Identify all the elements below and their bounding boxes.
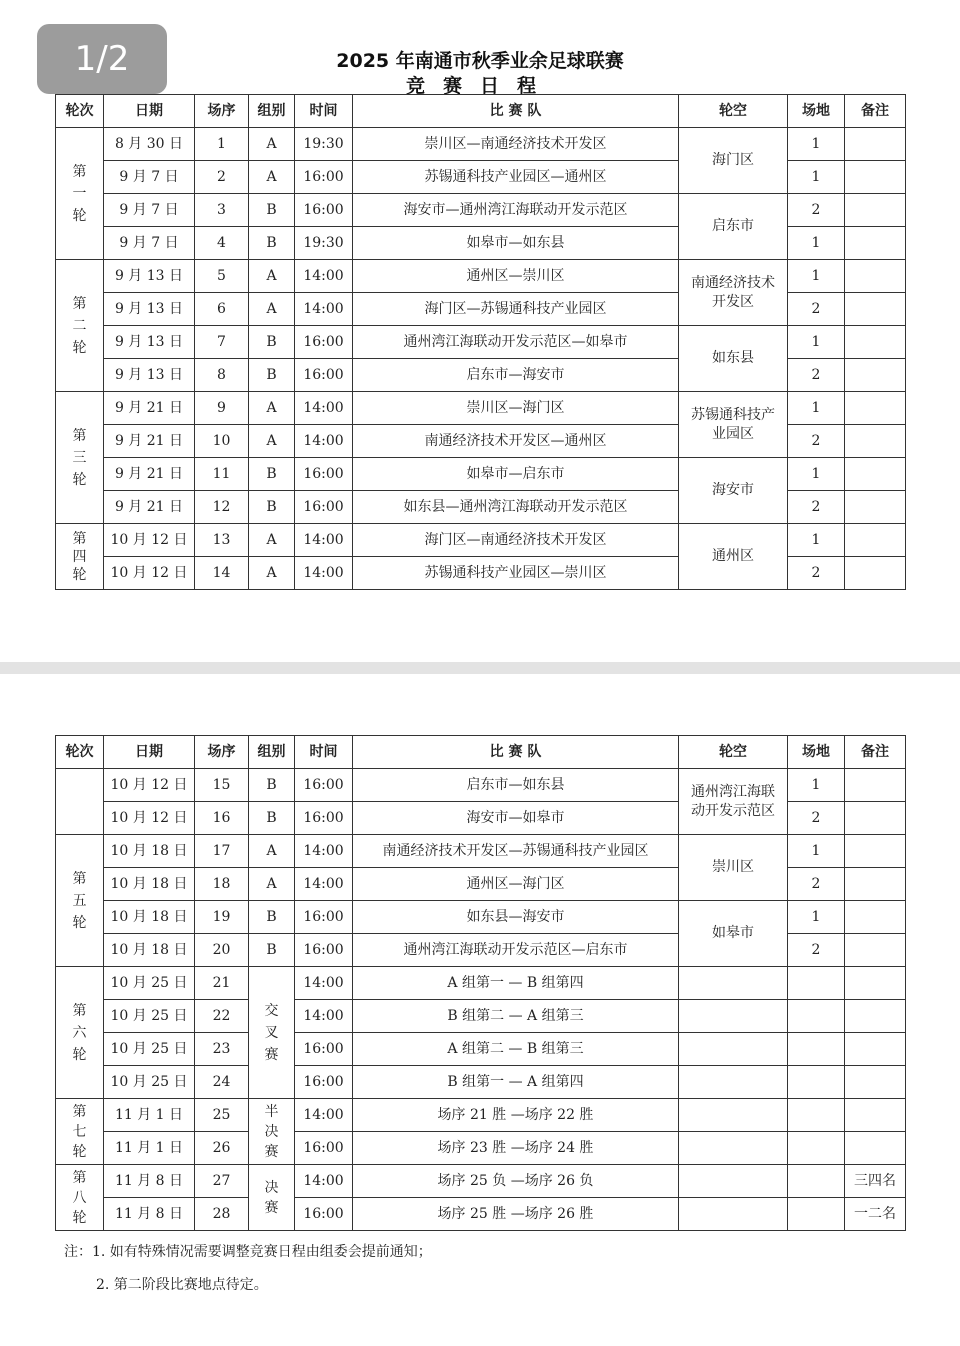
remark-cell: 三四名 (845, 1165, 906, 1198)
group-cell: B (249, 326, 295, 359)
stage-cell (249, 967, 295, 1099)
teams-cell: 通州湾江海联动开发示范区—如皋市 (353, 326, 679, 359)
group-cell: A (249, 425, 295, 458)
date-cell: 9 月 21 日 (104, 491, 195, 524)
round-cell (56, 260, 104, 392)
header-group: 组别 (249, 95, 295, 128)
date-cell: 9 月 13 日 (104, 326, 195, 359)
round-cell (56, 967, 104, 1099)
header-match-no: 场序 (195, 736, 249, 769)
remark-cell (845, 524, 906, 557)
header-round: 轮次 (56, 95, 104, 128)
teams-cell: 南通经济技术开发区—苏锡通科技产业园区 (353, 835, 679, 868)
stage-cell (249, 1099, 295, 1165)
match-no-cell: 20 (195, 934, 249, 967)
remark-cell (845, 128, 906, 161)
remark-cell (845, 491, 906, 524)
teams-cell: 海门区—苏锡通科技产业园区 (353, 293, 679, 326)
remark-cell (845, 802, 906, 835)
venue-cell: 2 (788, 802, 845, 835)
match-no-cell: 22 (195, 1000, 249, 1033)
remark-cell (845, 901, 906, 934)
teams-cell: 苏锡通科技产业园区—通州区 (353, 161, 679, 194)
remark-cell (845, 293, 906, 326)
date-cell: 10 月 25 日 (104, 1033, 195, 1066)
stage-cell (249, 1165, 295, 1231)
teams-cell: 海门区—南通经济技术开发区 (353, 524, 679, 557)
remark-cell (845, 161, 906, 194)
teams-cell: 崇川区—海门区 (353, 392, 679, 425)
date-cell: 11 月 8 日 (104, 1198, 195, 1231)
teams-cell: B 组第一 — A 组第四 (353, 1066, 679, 1099)
table-header-row (56, 95, 906, 128)
table-row (56, 769, 906, 802)
table-row (56, 1132, 906, 1165)
remark-cell (845, 769, 906, 802)
table-row (56, 1066, 906, 1099)
document-subtitle: 竞赛日程 (405, 75, 554, 97)
match-no-cell: 5 (195, 260, 249, 293)
date-cell: 9 月 13 日 (104, 260, 195, 293)
match-no-cell: 2 (195, 161, 249, 194)
match-no-cell: 1 (195, 128, 249, 161)
stage-label: 半决赛 (264, 1103, 279, 1160)
round-label: 第八轮 (72, 1169, 87, 1226)
teams-cell: A 组第一 — B 组第四 (353, 967, 679, 1000)
venue-cell: 1 (788, 260, 845, 293)
stage-label: 决赛 (264, 1179, 279, 1216)
bye-cell (679, 1132, 788, 1165)
venue-cell: 1 (788, 524, 845, 557)
teams-cell: 通州湾江海联动开发示范区—启东市 (353, 934, 679, 967)
remark-cell (845, 326, 906, 359)
table-row (56, 524, 906, 557)
teams-cell: 通州区—海门区 (353, 868, 679, 901)
date-cell: 10 月 18 日 (104, 868, 195, 901)
time-cell: 16:00 (295, 769, 353, 802)
header-venue: 场地 (788, 736, 845, 769)
remark-cell (845, 458, 906, 491)
table-row (56, 967, 906, 1000)
time-cell: 16:00 (295, 458, 353, 491)
date-cell: 11 月 1 日 (104, 1132, 195, 1165)
group-cell: B (249, 491, 295, 524)
remark-cell (845, 835, 906, 868)
bye-cell (679, 1000, 788, 1033)
match-no-cell: 13 (195, 524, 249, 557)
header-teams: 比 赛 队 (353, 95, 679, 128)
group-cell: B (249, 934, 295, 967)
venue-cell (788, 967, 845, 1000)
date-cell: 10 月 18 日 (104, 901, 195, 934)
bye-cell: 如东县 (679, 326, 788, 392)
venue-cell: 1 (788, 326, 845, 359)
venue-cell (788, 1198, 845, 1231)
venue-cell: 2 (788, 557, 845, 590)
round-cell (56, 128, 104, 260)
group-cell: A (249, 293, 295, 326)
time-cell: 16:00 (295, 901, 353, 934)
remark-cell (845, 1033, 906, 1066)
bye-cell: 海门区 (679, 128, 788, 194)
time-cell: 16:00 (295, 1033, 353, 1066)
date-cell: 10 月 18 日 (104, 934, 195, 967)
schedule-table-page1 (55, 94, 906, 590)
date-cell: 8 月 30 日 (104, 128, 195, 161)
group-cell: B (249, 802, 295, 835)
date-cell: 9 月 7 日 (104, 161, 195, 194)
round-label: 第三轮 (72, 427, 87, 488)
time-cell: 14:00 (295, 967, 353, 1000)
match-no-cell: 19 (195, 901, 249, 934)
group-cell: A (249, 868, 295, 901)
teams-cell: 场序 25 胜 —场序 26 胜 (353, 1198, 679, 1231)
table-row (56, 326, 906, 359)
round-label: 第七轮 (72, 1103, 87, 1160)
header-remark: 备注 (845, 736, 906, 769)
round-cell (56, 835, 104, 967)
time-cell: 14:00 (295, 425, 353, 458)
document-title: 2025 年南通市秋季业余足球联赛 (336, 50, 624, 72)
header-date: 日期 (104, 736, 195, 769)
header-time: 时间 (295, 736, 353, 769)
header-time: 时间 (295, 95, 353, 128)
match-no-cell: 17 (195, 835, 249, 868)
teams-cell: 如东县—通州湾江海联动开发示范区 (353, 491, 679, 524)
teams-cell: 南通经济技术开发区—通州区 (353, 425, 679, 458)
round-label: 第二轮 (72, 295, 87, 356)
group-cell: B (249, 194, 295, 227)
bye-cell (679, 967, 788, 1000)
round-label: 第四轮 (72, 530, 87, 583)
table-row (56, 458, 906, 491)
venue-cell (788, 1165, 845, 1198)
remark-cell (845, 1132, 906, 1165)
teams-cell: 启东市—如东县 (353, 769, 679, 802)
time-cell: 14:00 (295, 260, 353, 293)
time-cell: 16:00 (295, 359, 353, 392)
header-teams: 比 赛 队 (353, 736, 679, 769)
match-no-cell: 15 (195, 769, 249, 802)
group-cell: A (249, 128, 295, 161)
venue-cell: 2 (788, 425, 845, 458)
teams-cell: 苏锡通科技产业园区—崇川区 (353, 557, 679, 590)
venue-cell (788, 1033, 845, 1066)
group-cell: B (249, 769, 295, 802)
date-cell: 10 月 25 日 (104, 1066, 195, 1099)
venue-cell: 1 (788, 392, 845, 425)
stage-label: 交叉赛 (264, 1002, 279, 1063)
venue-cell (788, 1066, 845, 1099)
time-cell: 16:00 (295, 194, 353, 227)
time-cell: 16:00 (295, 1198, 353, 1231)
table-row (56, 128, 906, 161)
date-cell: 9 月 7 日 (104, 194, 195, 227)
note-1: 注：1. 如有特殊情况需要调整竞赛日程由组委会提前通知； (64, 1244, 432, 1260)
round-cell (56, 524, 104, 590)
time-cell: 14:00 (295, 835, 353, 868)
time-cell: 14:00 (295, 392, 353, 425)
table-row (56, 1000, 906, 1033)
remark-cell (845, 868, 906, 901)
match-no-cell: 16 (195, 802, 249, 835)
remark-cell: 一二名 (845, 1198, 906, 1231)
remark-cell (845, 359, 906, 392)
group-cell: A (249, 524, 295, 557)
match-no-cell: 26 (195, 1132, 249, 1165)
match-no-cell: 27 (195, 1165, 249, 1198)
match-no-cell: 11 (195, 458, 249, 491)
remark-cell (845, 1000, 906, 1033)
remark-cell (845, 1066, 906, 1099)
remark-cell (845, 557, 906, 590)
teams-cell: 场序 25 负 —场序 26 负 (353, 1165, 679, 1198)
time-cell: 14:00 (295, 557, 353, 590)
time-cell: 14:00 (295, 1165, 353, 1198)
group-cell: B (249, 359, 295, 392)
venue-cell: 1 (788, 835, 845, 868)
table-row (56, 835, 906, 868)
teams-cell: 如东县—海安市 (353, 901, 679, 934)
time-cell: 16:00 (295, 326, 353, 359)
match-no-cell: 18 (195, 868, 249, 901)
table-row (56, 392, 906, 425)
teams-cell: 通州区—崇川区 (353, 260, 679, 293)
teams-cell: 海安市—如皋市 (353, 802, 679, 835)
time-cell: 16:00 (295, 161, 353, 194)
remark-cell (845, 1099, 906, 1132)
round-cell (56, 392, 104, 524)
teams-cell: 如皋市—启东市 (353, 458, 679, 491)
header-remark: 备注 (845, 95, 906, 128)
date-cell: 9 月 21 日 (104, 458, 195, 491)
match-no-cell: 25 (195, 1099, 249, 1132)
header-bye: 轮空 (679, 736, 788, 769)
remark-cell (845, 260, 906, 293)
time-cell: 14:00 (295, 1000, 353, 1033)
group-cell: B (249, 901, 295, 934)
table-row (56, 1198, 906, 1231)
venue-cell (788, 1000, 845, 1033)
remark-cell (845, 967, 906, 1000)
venue-cell: 1 (788, 458, 845, 491)
bye-cell: 崇川区 (679, 835, 788, 901)
date-cell: 10 月 12 日 (104, 802, 195, 835)
bye-cell (679, 1033, 788, 1066)
venue-cell: 1 (788, 128, 845, 161)
venue-cell (788, 1132, 845, 1165)
time-cell: 14:00 (295, 1099, 353, 1132)
group-cell: B (249, 458, 295, 491)
round-cell (56, 769, 104, 835)
teams-cell: 海安市—通州湾江海联动开发示范区 (353, 194, 679, 227)
table-row (56, 194, 906, 227)
match-no-cell: 8 (195, 359, 249, 392)
round-label: 第五轮 (72, 870, 87, 931)
match-no-cell: 12 (195, 491, 249, 524)
time-cell: 16:00 (295, 934, 353, 967)
teams-cell: 如皋市—如东县 (353, 227, 679, 260)
teams-cell: A 组第二 — B 组第三 (353, 1033, 679, 1066)
time-cell: 16:00 (295, 1066, 353, 1099)
table-row (56, 1099, 906, 1132)
time-cell: 14:00 (295, 868, 353, 901)
date-cell: 11 月 8 日 (104, 1165, 195, 1198)
time-cell: 16:00 (295, 1132, 353, 1165)
round-cell (56, 1165, 104, 1231)
table-row (56, 260, 906, 293)
group-cell: B (249, 227, 295, 260)
teams-cell: 崇川区—南通经济技术开发区 (353, 128, 679, 161)
match-no-cell: 3 (195, 194, 249, 227)
time-cell: 19:30 (295, 128, 353, 161)
date-cell: 11 月 1 日 (104, 1099, 195, 1132)
note-2: 2. 第二阶段比赛地点待定。 (96, 1277, 268, 1293)
venue-cell: 2 (788, 359, 845, 392)
date-cell: 10 月 18 日 (104, 835, 195, 868)
match-no-cell: 24 (195, 1066, 249, 1099)
match-no-cell: 10 (195, 425, 249, 458)
venue-cell: 1 (788, 227, 845, 260)
table-row (56, 1033, 906, 1066)
venue-cell: 2 (788, 194, 845, 227)
round-cell (56, 1099, 104, 1165)
date-cell: 9 月 21 日 (104, 425, 195, 458)
header-date: 日期 (104, 95, 195, 128)
match-no-cell: 7 (195, 326, 249, 359)
venue-cell: 2 (788, 868, 845, 901)
group-cell: A (249, 161, 295, 194)
round-label: 第六轮 (72, 1002, 87, 1063)
venue-cell: 2 (788, 293, 845, 326)
remark-cell (845, 425, 906, 458)
time-cell: 16:00 (295, 802, 353, 835)
bye-cell (679, 1165, 788, 1198)
remark-cell (845, 392, 906, 425)
header-round: 轮次 (56, 736, 104, 769)
bye-cell: 通州区 (679, 524, 788, 590)
header-group: 组别 (249, 736, 295, 769)
bye-cell: 海安市 (679, 458, 788, 524)
remark-cell (845, 934, 906, 967)
time-cell: 14:00 (295, 524, 353, 557)
bye-cell: 启东市 (679, 194, 788, 260)
date-cell: 9 月 7 日 (104, 227, 195, 260)
header-venue: 场地 (788, 95, 845, 128)
page-indicator[interactable]: 1/2 (37, 24, 167, 94)
venue-cell: 1 (788, 769, 845, 802)
teams-cell: B 组第二 — A 组第三 (353, 1000, 679, 1033)
match-no-cell: 28 (195, 1198, 249, 1231)
header-match-no: 场序 (195, 95, 249, 128)
match-no-cell: 9 (195, 392, 249, 425)
time-cell: 19:30 (295, 227, 353, 260)
table-row (56, 1165, 906, 1198)
round-label: 第一轮 (72, 163, 87, 224)
match-no-cell: 14 (195, 557, 249, 590)
group-cell: A (249, 260, 295, 293)
venue-cell (788, 1099, 845, 1132)
date-cell: 10 月 25 日 (104, 1000, 195, 1033)
header-bye: 轮空 (679, 95, 788, 128)
group-cell: A (249, 557, 295, 590)
bye-cell: 如皋市 (679, 901, 788, 967)
match-no-cell: 4 (195, 227, 249, 260)
time-cell: 16:00 (295, 491, 353, 524)
bye-cell (679, 1066, 788, 1099)
date-cell: 10 月 12 日 (104, 524, 195, 557)
date-cell: 9 月 13 日 (104, 293, 195, 326)
date-cell: 10 月 12 日 (104, 769, 195, 802)
date-cell: 9 月 13 日 (104, 359, 195, 392)
page-divider (0, 662, 960, 674)
match-no-cell: 23 (195, 1033, 249, 1066)
date-cell: 10 月 12 日 (104, 557, 195, 590)
bye-cell: 通州湾江海联动开发示范区 (679, 769, 788, 835)
bye-cell: 南通经济技术开发区 (679, 260, 788, 326)
table-header-row (56, 736, 906, 769)
bye-cell (679, 1198, 788, 1231)
venue-cell: 2 (788, 934, 845, 967)
date-cell: 9 月 21 日 (104, 392, 195, 425)
bye-cell: 苏锡通科技产业园区 (679, 392, 788, 458)
match-no-cell: 6 (195, 293, 249, 326)
venue-cell: 1 (788, 161, 845, 194)
group-cell: A (249, 392, 295, 425)
bye-cell (679, 1099, 788, 1132)
venue-cell: 2 (788, 491, 845, 524)
time-cell: 14:00 (295, 293, 353, 326)
group-cell: A (249, 835, 295, 868)
remark-cell (845, 227, 906, 260)
match-no-cell: 21 (195, 967, 249, 1000)
remark-cell (845, 194, 906, 227)
teams-cell: 场序 21 胜 —场序 22 胜 (353, 1099, 679, 1132)
venue-cell: 1 (788, 901, 845, 934)
teams-cell: 启东市—海安市 (353, 359, 679, 392)
table-row (56, 901, 906, 934)
teams-cell: 场序 23 胜 —场序 24 胜 (353, 1132, 679, 1165)
date-cell: 10 月 25 日 (104, 967, 195, 1000)
schedule-table-page2 (55, 735, 906, 1231)
